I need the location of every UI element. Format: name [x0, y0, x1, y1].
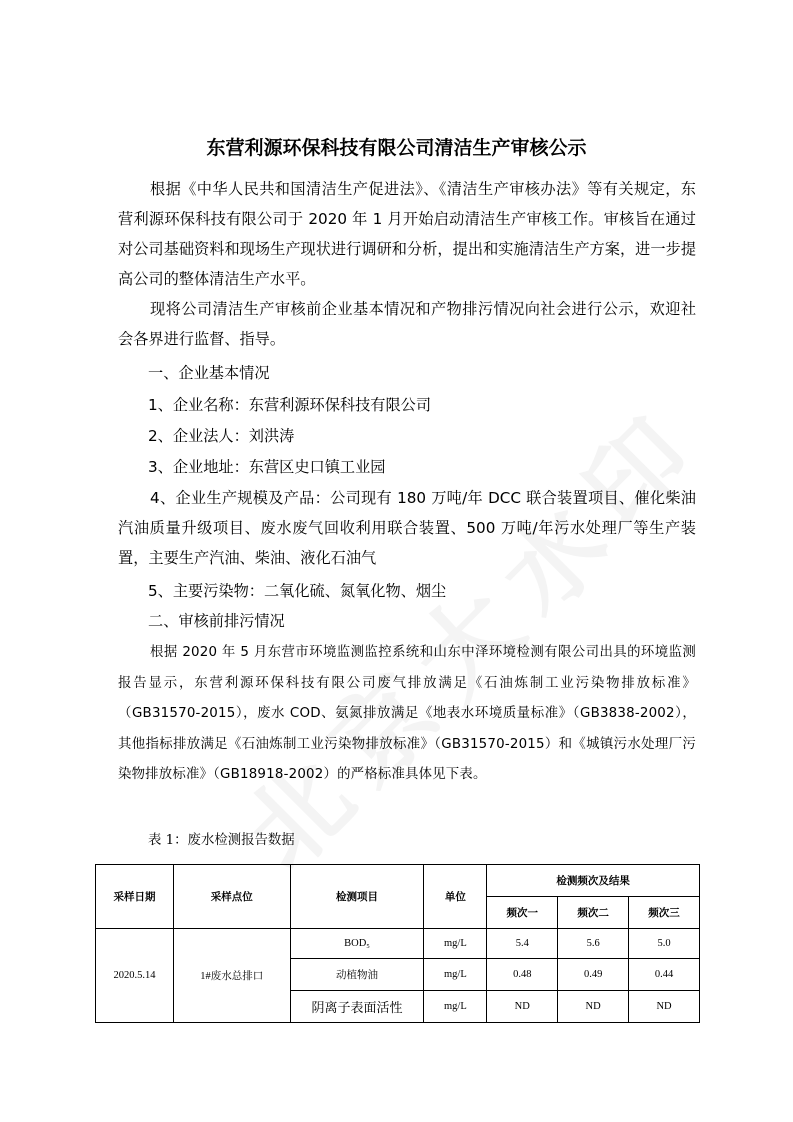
header-r3: 频次三	[629, 897, 700, 929]
cell-v3: 5.0	[629, 929, 700, 959]
cell-v3: 0.44	[629, 959, 700, 991]
table-row	[96, 929, 700, 959]
legal-person-line: 2、企业法人：刘洪涛	[148, 427, 295, 445]
wastewater-table	[95, 864, 700, 1023]
document-title: 东营利源环保科技有限公司清洁生产审核公示	[206, 137, 587, 159]
cell-v1: ND	[487, 991, 558, 1023]
cell-v2: 5.6	[558, 929, 629, 959]
cell-v2: 0.49	[558, 959, 629, 991]
monitoring-paragraph: 根据 2020 年 5 月东营市环境监测监控系统和山东中泽环境检测有限公司出具的环境监测报告显示，东营利源环保科技有限公司废气排放满足《石油炼制工业污染物排放标准》（GB31570-2015），废水 COD、氨氮排放满足《地表水环境质量标准》（GB3838-2002），其他指标排放满足《石油炼制工业污染物排放标准》（GB31570-2015）和《城镇污水处理厂污染物排放标准》（GB18918-2002）的严格标准具体见下表。	[118, 645, 696, 782]
header-results: 检测频次及结果	[487, 865, 700, 897]
cell-unit: mg/L	[424, 959, 487, 991]
table-caption: 表 1：废水检测报告数据	[148, 833, 295, 848]
pollutants-line: 5、主要污染物：二氧化硫、氮氧化物、烟尘	[148, 582, 447, 600]
header-r2: 频次二	[558, 897, 629, 929]
cell-date: 2020.5.14	[96, 929, 174, 1023]
cell-item: 阴离子表面活性	[290, 991, 424, 1023]
cell-unit: mg/L	[424, 991, 487, 1023]
cell-item: 动植物油	[290, 959, 424, 991]
notice-paragraph: 现将公司清洁生产审核前企业基本情况和产物排污情况向社会进行公示，欢迎社会各界进行监督、指导。	[118, 300, 696, 348]
header-unit: 单位	[424, 865, 487, 929]
address-line: 3、企业地址：东营区史口镇工业园	[148, 458, 386, 476]
section-heading-basic-info: 一、企业基本情况	[148, 364, 270, 382]
section-heading-emissions: 二、审核前排污情况	[148, 612, 285, 630]
header-item: 检测项目	[290, 865, 424, 929]
cell-v2: ND	[558, 991, 629, 1023]
cell-v1: 5.4	[487, 929, 558, 959]
production-scale-paragraph: 4、企业生产规模及产品：公司现有 180 万吨/年 DCC 联合装置项目、催化柴油汽油质量升级项目、废水废气回收利用联合装置、500 万吨/年污水处理厂等生产装置，主要生产汽油、柴油、液化石油气	[118, 489, 696, 567]
cell-v3: ND	[629, 991, 700, 1023]
cell-item: BOD₅	[290, 929, 424, 959]
cell-point: 1#废水总排口	[173, 929, 290, 1023]
intro-paragraph: 根据《中华人民共和国清洁生产促进法》、《清洁生产审核办法》等有关规定，东营利源环保科技有限公司于 2020 年 1 月开始启动清洁生产审核工作。审核旨在通过对公司基础资料和现场生产现状进行调研和分析，提出和实施清洁生产方案，进一步提高公司的整体清洁生产水平。	[118, 180, 696, 288]
header-r1: 频次一	[487, 897, 558, 929]
header-date: 采样日期	[96, 865, 174, 929]
cell-unit: mg/L	[424, 929, 487, 959]
header-point: 采样点位	[173, 865, 290, 929]
company-name-line: 1、企业名称：东营利源环保科技有限公司	[148, 396, 432, 414]
cell-v1: 0.48	[487, 959, 558, 991]
